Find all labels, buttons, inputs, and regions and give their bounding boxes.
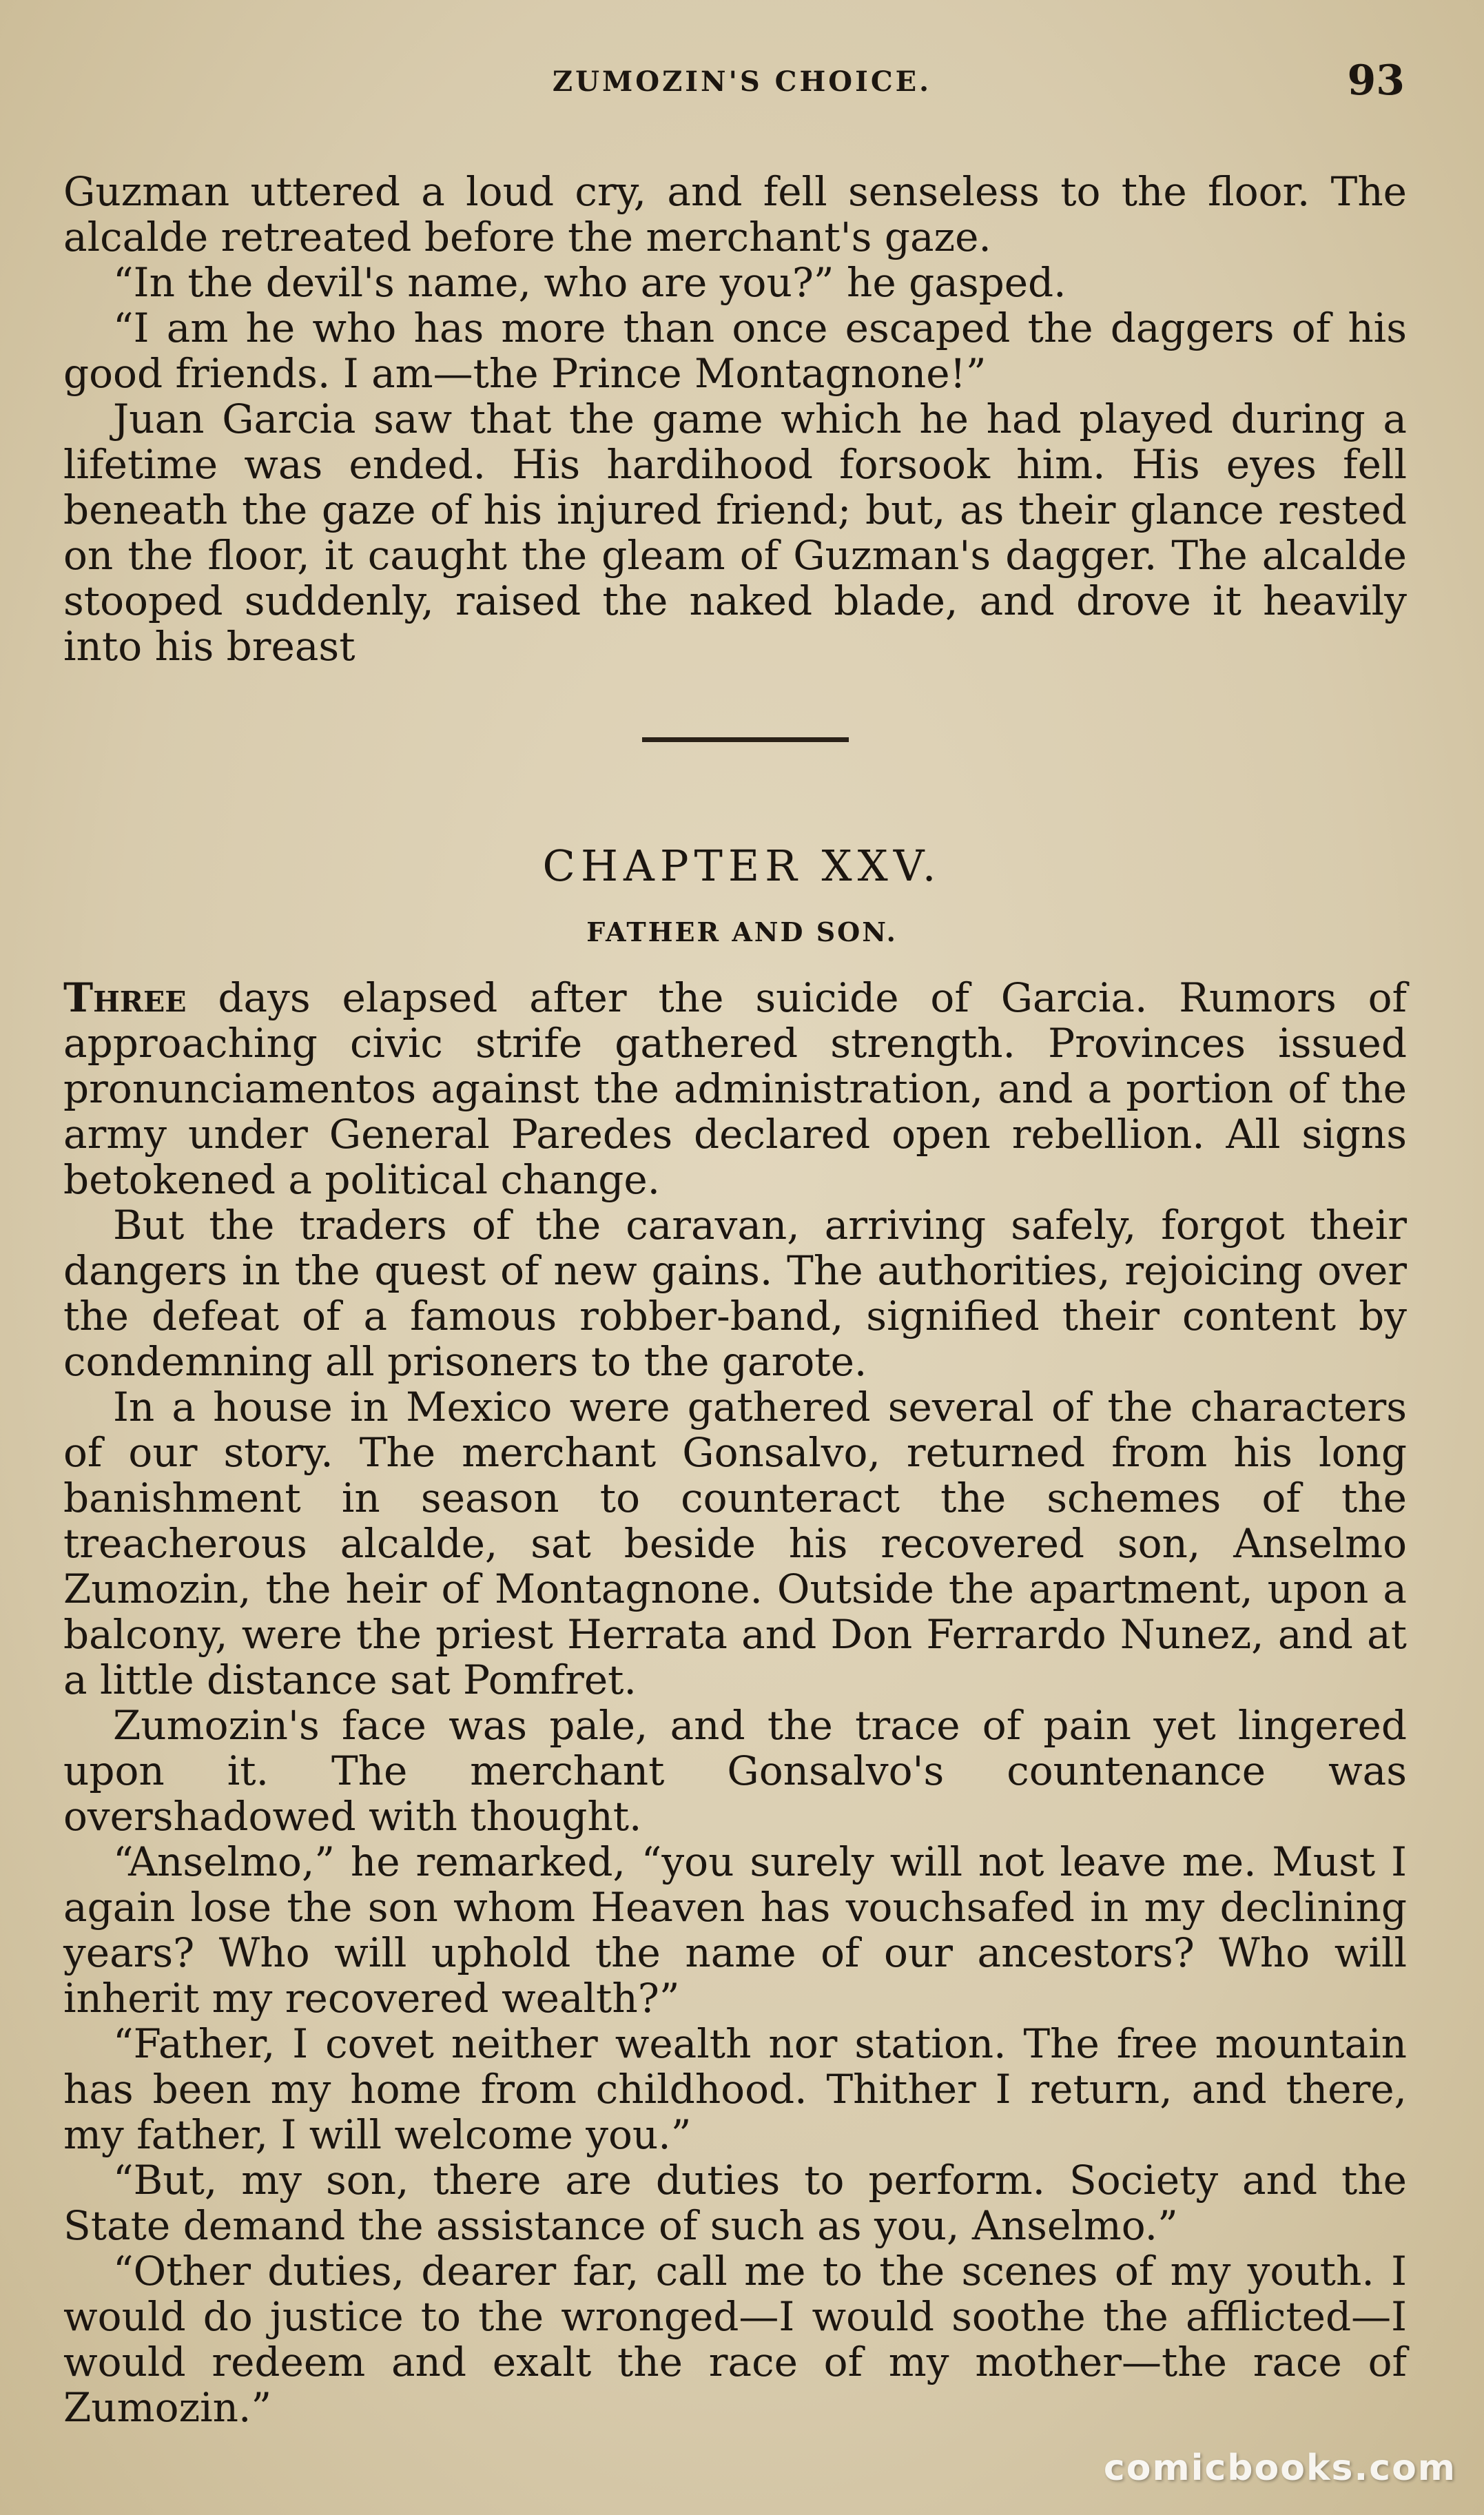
page-number: 93 bbox=[1347, 57, 1405, 105]
running-head: ZUMOZIN'S CHOICE. bbox=[552, 65, 932, 98]
chapter-opening-paragraph bbox=[63, 975, 1407, 1202]
paragraph: “Other duties, dearer far, call me to the scenes of my youth. I would do justice to the wronged—I would soothe the afflicted—I would redeem and exalt the race of my mother—the race of Zumozin.” bbox=[63, 2248, 1407, 2431]
paragraph: “Father, I covet neither wealth nor station. The free mountain has been my home from childhood. Thither I return, and there, my father, I will welcome you.” bbox=[63, 2020, 1407, 2158]
paragraph: “In the devil's name, who are you?” he gasped. bbox=[113, 259, 1066, 306]
paragraph: “But, my son, there are duties to perform. Society and the State demand the assistance of such as you, Anselmo.” bbox=[63, 2157, 1407, 2249]
section-before-chapter bbox=[63, 169, 1407, 669]
paragraph: Guzman uttered a loud cry, and fell senseless to the floor. The alcalde retreated before the merchant's gaze. bbox=[63, 168, 1407, 260]
opening-word: Three bbox=[63, 974, 187, 1021]
paragraph: But the traders of the caravan, arriving safely, forgot their dangers in the quest of new gains. The authorities, rejoicing over the defeat of a famous robber-band, signified their content by condemning all prisoners to the garote. bbox=[63, 1202, 1407, 1385]
watermark-logo: comicbooks.com bbox=[1103, 2447, 1456, 2489]
chapter-title: CHAPTER XXV. bbox=[542, 841, 942, 891]
paragraph: Juan Garcia saw that the game which he had played during a lifetime was ended. His hardihood forsook him. His eyes fell beneath the gaze of his injured friend; but, as their glance rested on the floor, it caught the gleam of Guzman's dagger. The alcalde stooped suddenly, raised the naked blade, and drove it heavily into his breast bbox=[63, 396, 1407, 670]
section-divider-rule bbox=[642, 737, 849, 742]
chapter-subtitle: FATHER AND SON. bbox=[586, 916, 898, 947]
paragraph: Zumozin's face was pale, and the trace of pain yet lingered upon it. The merchant Gonsalvo's countenance was overshadowed with thought. bbox=[63, 1702, 1407, 1840]
opening-paragraph-text: days elapsed after the suicide of Garcia. Rumors of approaching civic strife gathered strength. Provinces issued pronunciamentos against the administration, and a portion of the army under General Paredes declared open rebellion. All signs betokened a political change. bbox=[63, 974, 1407, 1203]
chapter-body bbox=[63, 975, 1407, 2430]
paragraph: “Anselmo,” he remarked, “you surely will not leave me. Must I again lose the son whom Heaven has vouchsafed in my declining years? Who will uphold the name of our ancestors? Who will inherit my recovered wealth?” bbox=[63, 1838, 1407, 2022]
paragraph: “I am he who has more than once escaped the daggers of his good friends. I am—the Prince Montagnone!” bbox=[63, 305, 1407, 397]
paragraph: In a house in Mexico were gathered several of the characters of our story. The merchant Gonsalvo, returned from his long banishment in season to counteract the schemes of the treacherous alcalde, sat beside his recovered son, Anselmo Zumozin, the heir of Montagnone. Outside the apartment, upon a balcony, were the priest Herrata and Don Ferrardo Nunez, and at a little distance sat Pomfret. bbox=[63, 1384, 1407, 1703]
